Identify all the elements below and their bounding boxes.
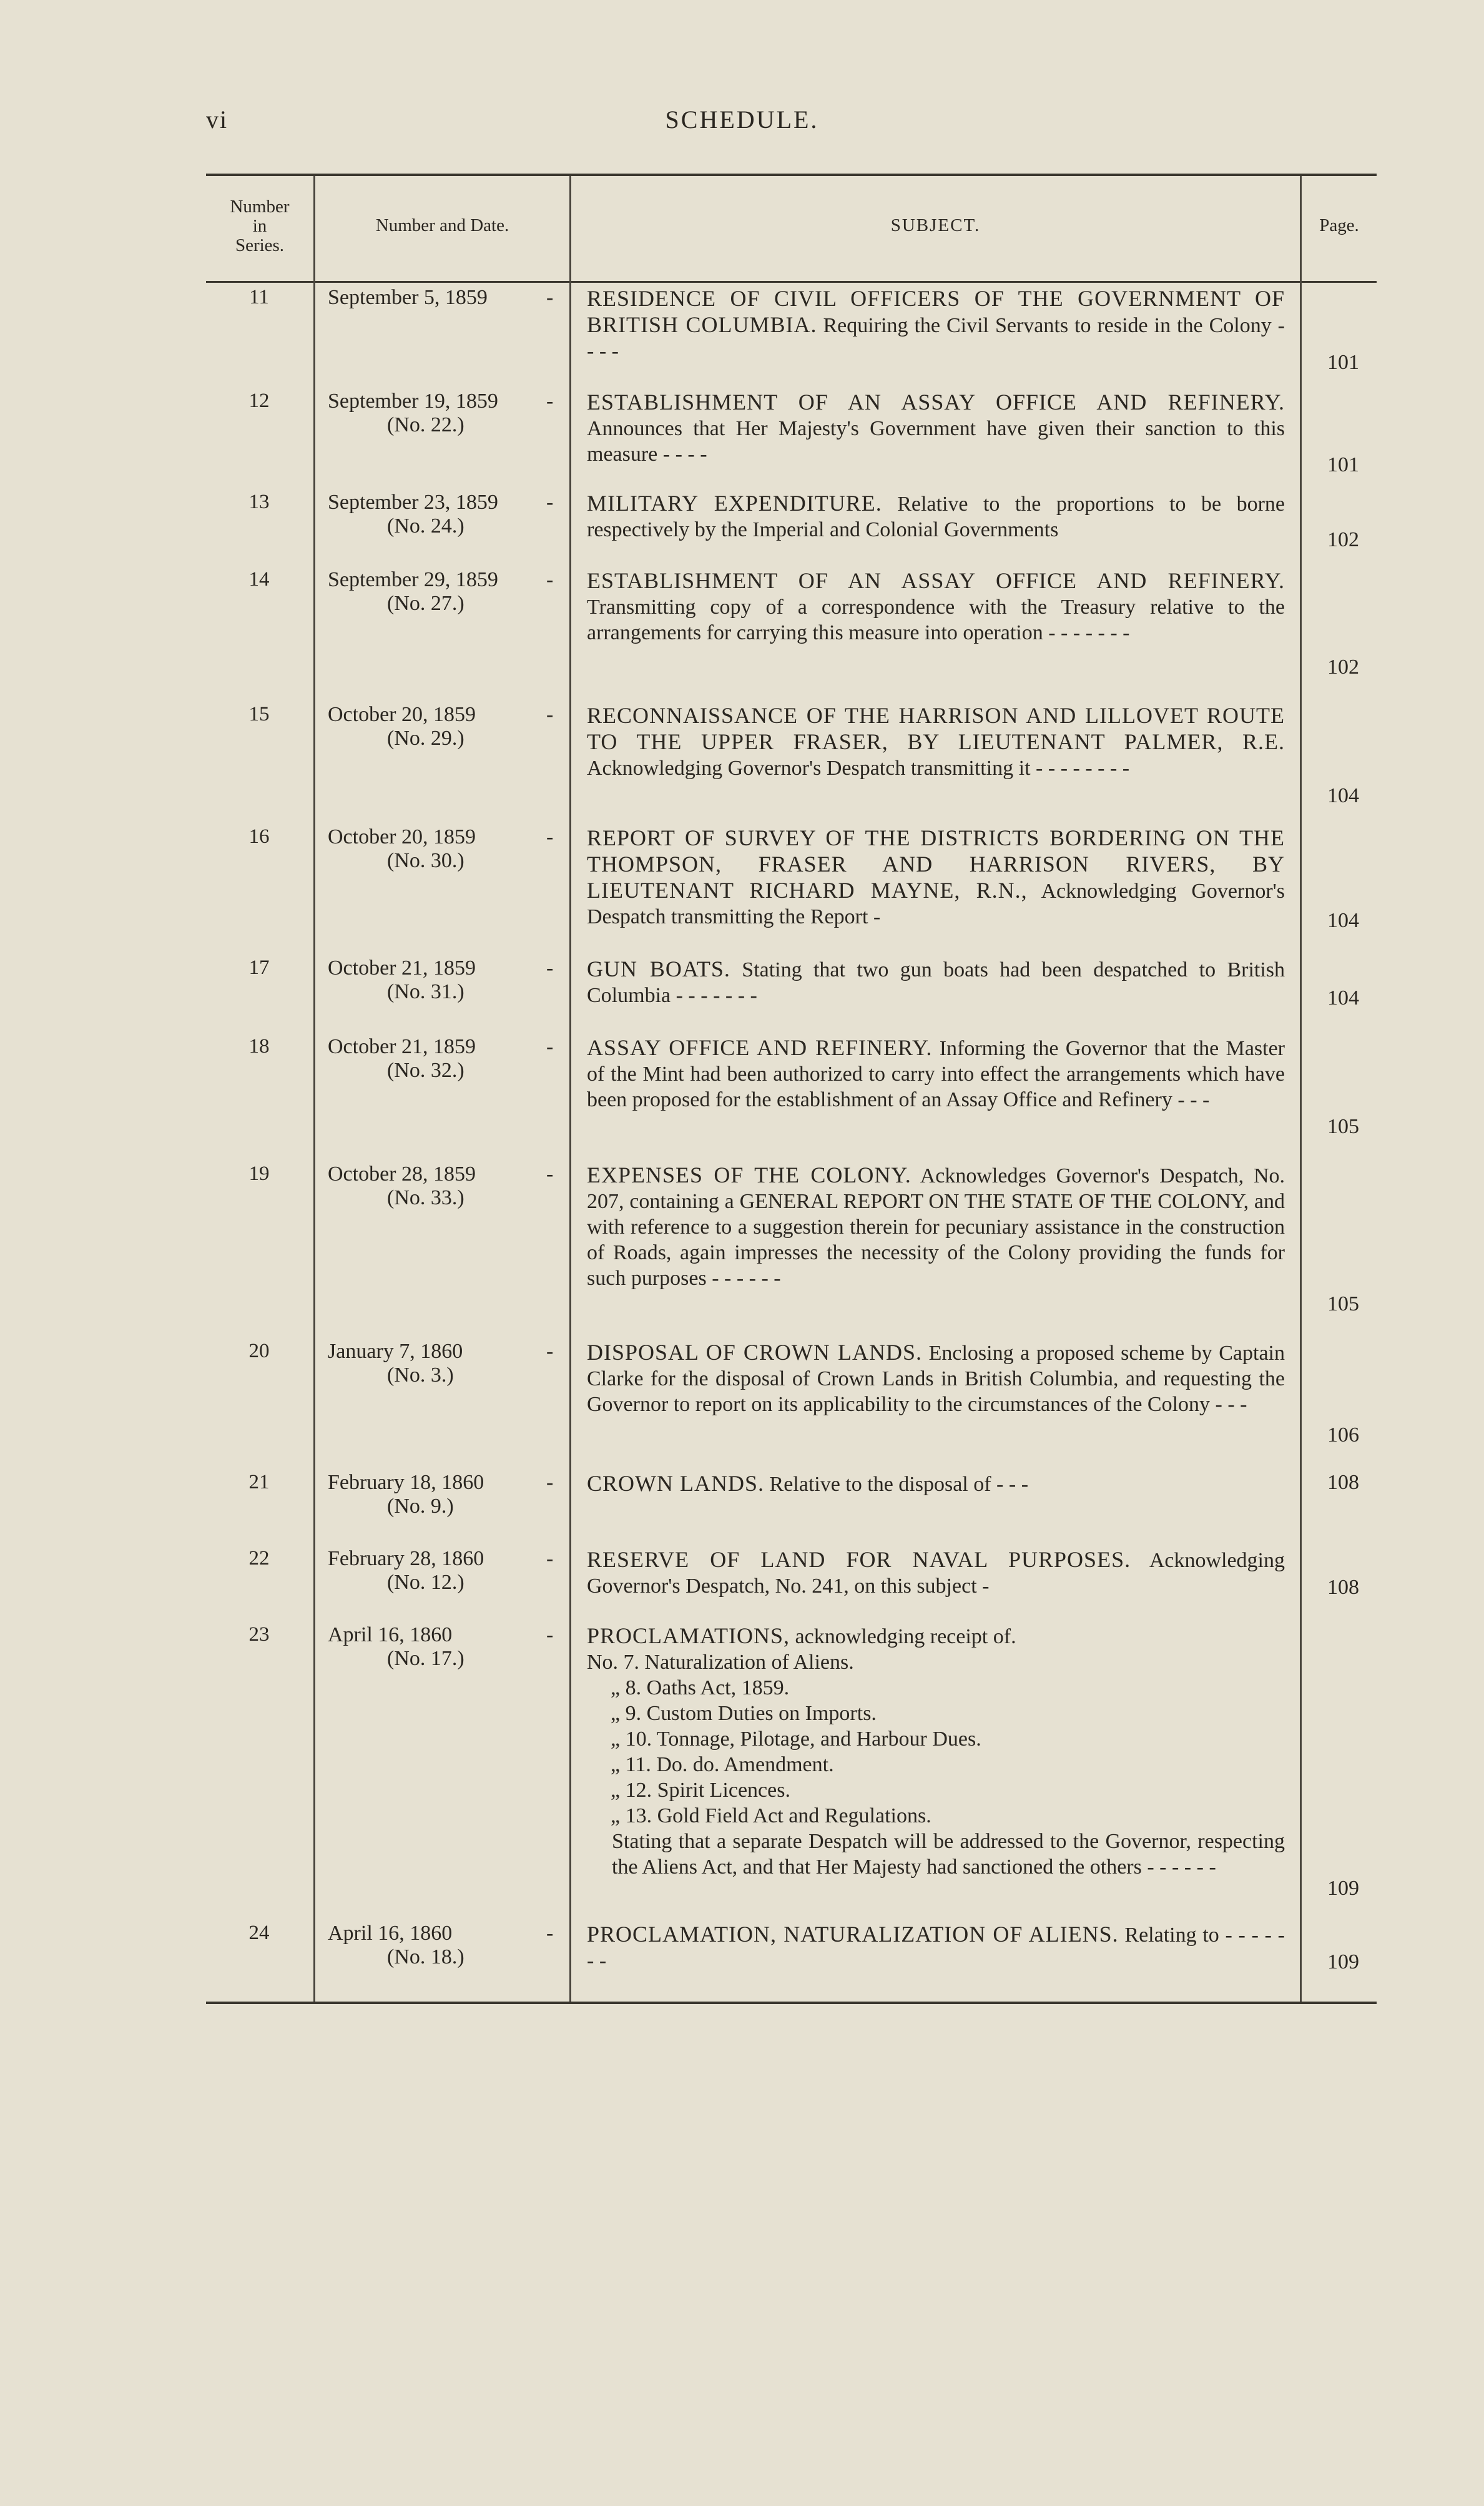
subject-text: acknowledging receipt of. — [795, 1625, 1016, 1648]
page-ref: 104 — [1327, 909, 1359, 932]
page-ref: 101 — [1327, 453, 1359, 476]
despatch-date: September 5, 1859 - — [328, 286, 554, 309]
date-text: September 19, 1859 — [328, 390, 498, 413]
despatch-number: (No. 24.) — [387, 514, 464, 538]
despatch-date: October 21, 1859 - (No. 32.) — [328, 1035, 559, 1083]
page-ref: 102 — [1327, 528, 1359, 551]
series-number: 11 — [249, 286, 269, 308]
subject-text: Relating to - - - - - - - — [587, 1924, 1285, 1972]
despatch-date: February 28, 1860 - (No. 12.) — [328, 1547, 559, 1595]
page-ref: 108 — [1327, 1471, 1359, 1494]
despatch-date: September 23, 1859 - (No. 24.) — [328, 491, 559, 538]
page-ref: 108 — [1327, 1576, 1359, 1599]
subject — [587, 491, 1285, 543]
page-ref: 104 — [1327, 986, 1359, 1010]
despatch-date: January 7, 1860 - (No. 3.) — [328, 1340, 559, 1387]
subject-heading: ASSAY OFFICE AND REFINERY. — [587, 1035, 933, 1060]
despatch-date: April 16, 1860 - (No. 18.) — [328, 1922, 559, 1969]
series-number: 21 — [248, 1471, 270, 1493]
date-text: April 16, 1860 — [328, 1922, 453, 1945]
page-ref: 101 — [1327, 351, 1359, 374]
header-page: Page. — [1319, 215, 1359, 235]
despatch-number: (No. 18.) — [387, 1945, 464, 1968]
subject — [587, 1547, 1285, 1599]
subject-heading: RESERVE OF LAND FOR NAVAL PURPOSES. — [587, 1547, 1131, 1572]
date-text: October 20, 1859 — [328, 825, 476, 848]
despatch-date: February 18, 1860 - (No. 9.) — [328, 1471, 559, 1518]
page-ref: 102 — [1327, 656, 1359, 679]
page-header — [0, 105, 1484, 142]
subject-text: Acknowledging Governor's Despatch transmitting the Report - — [587, 880, 1285, 928]
subject-heading: PROCLAMATIONS, — [587, 1623, 790, 1648]
despatch-date: October 20, 1859 - (No. 30.) — [328, 825, 559, 873]
despatch-date: October 28, 1859 - (No. 33.) — [328, 1162, 559, 1210]
despatch-number: (No. 27.) — [387, 592, 464, 615]
date-text: February 28, 1860 — [328, 1547, 484, 1570]
page-ref: 109 — [1327, 1877, 1359, 1900]
despatch-date: April 16, 1860 - (No. 17.) — [328, 1623, 559, 1671]
subject-text: Announces that Her Majesty's Government have given their sanction to this measure - - - - — [587, 417, 1285, 466]
proclamation-item: „ 11. Do. do. Amendment. — [611, 1753, 834, 1776]
subject-text: Relative to the proportions to be borne respectively by the Imperial and Colonial Governments — [587, 493, 1285, 541]
subject — [587, 390, 1285, 467]
despatch-number: (No. 33.) — [387, 1186, 464, 1209]
date-text: April 16, 1860 — [328, 1623, 453, 1646]
date-text: January 7, 1860 — [328, 1340, 463, 1363]
subject-heading: ESTABLISHMENT OF AN ASSAY OFFICE AND REFINERY. — [587, 568, 1285, 593]
column-divider — [1300, 176, 1302, 2002]
despatch-number: (No. 30.) — [387, 849, 464, 872]
subject-text: Acknowledges Governor's Despatch, No. 207, containing a GENERAL REPORT ON THE STATE OF THE COLONY, and with reference to a suggestion therein for pecuniary assistance in the construction of Roads, again impresses the necessity of the Colony providing the funds for such purposes - - - - - - — [587, 1164, 1285, 1290]
page-ref: 104 — [1327, 784, 1359, 807]
despatch-number: (No. 3.) — [387, 1364, 454, 1387]
date-text: October 20, 1859 — [328, 703, 476, 726]
header-date: Number and Date. — [375, 215, 509, 235]
despatch-date: October 21, 1859 - (No. 31.) — [328, 956, 559, 1004]
despatch-number: (No. 9.) — [387, 1495, 454, 1518]
subject-heading: MILITARY EXPENDITURE. — [587, 491, 882, 516]
page-title: SCHEDULE. — [665, 106, 819, 134]
despatch-number: (No. 31.) — [387, 980, 464, 1003]
subject-heading: PROCLAMATION, NATURALIZATION OF ALIENS. — [587, 1922, 1119, 1947]
subject — [587, 956, 1285, 1008]
date-text: September 29, 1859 — [328, 568, 498, 591]
series-number: 23 — [248, 1623, 270, 1646]
subject — [587, 1623, 1285, 1880]
series-number: 16 — [248, 825, 270, 848]
proclamation-item: „ 8. Oaths Act, 1859. — [611, 1676, 790, 1699]
subject — [587, 1471, 1285, 1497]
subject — [587, 1340, 1285, 1417]
page-ref: 105 — [1327, 1115, 1359, 1138]
despatch-date: September 29, 1859 - (No. 27.) — [328, 568, 559, 616]
page-ref: 106 — [1327, 1423, 1359, 1447]
despatch-number: (No. 22.) — [387, 413, 464, 436]
subject-text: Informing the Governor that the Master of the Mint had been authorized to carry into effect the arrangements which have been proposed for the establishment of an Assay Office and Refinery - - - — [587, 1037, 1285, 1111]
series-number: 22 — [248, 1547, 270, 1570]
subject-heading: RECONNAISSANCE OF THE HARRISON AND LILLOVET ROUTE TO THE UPPER FRASER, BY LIEUTENANT PALMER, R.E. — [587, 703, 1285, 754]
subject-text: Enclosing a proposed scheme by Captain Clarke for the disposal of Crown Lands in British Columbia, and requesting the Governor to report on its applicability to the circumstances of the Colony - - - — [587, 1342, 1285, 1416]
proclamation-item: „ 12. Spirit Licences. — [611, 1779, 790, 1802]
page-number: vi — [206, 106, 228, 134]
subject-heading: REPORT OF SURVEY OF THE DISTRICTS BORDERING ON THE THOMPSON, FRASER AND HARRISON RIVERS, BY LIEUTENANT RICHARD MAYNE, R.N., — [587, 825, 1285, 903]
proclamation-item: „ 13. Gold Field Act and Regulations. — [611, 1804, 931, 1827]
table-bottom-rule — [206, 2002, 1377, 2004]
despatch-number: (No. 32.) — [387, 1059, 464, 1082]
series-number: 15 — [248, 703, 270, 725]
subject-heading: CROWN LANDS. — [587, 1471, 765, 1496]
column-divider — [569, 176, 571, 2002]
despatch-date: October 20, 1859 - (No. 29.) — [328, 703, 559, 750]
table-header-rule — [206, 281, 1377, 283]
date-text: September 23, 1859 — [328, 491, 498, 514]
despatch-number: (No. 17.) — [387, 1647, 464, 1670]
column-divider — [313, 176, 315, 2002]
series-number: 18 — [248, 1035, 270, 1058]
subject-tail: Stating that a separate Despatch will be addressed to the Governor, respecting the Aliens Act, and that Her Majesty had sanctioned the others - - - - - - — [612, 1830, 1285, 1879]
subject-heading: EXPENSES OF THE COLONY. — [587, 1162, 912, 1187]
subject-heading: RESIDENCE OF CIVIL OFFICERS OF THE GOVERNMENT OF BRITISH COLUMBIA. — [587, 286, 1285, 337]
header-subject: SUBJECT. — [890, 215, 981, 235]
series-number: 19 — [248, 1162, 270, 1185]
subject — [587, 1922, 1285, 1973]
subject — [587, 286, 1285, 364]
subject-text: Stating that two gun boats had been despatched to British Columbia - - - - - - - — [587, 958, 1285, 1007]
date-text: October 28, 1859 — [328, 1162, 476, 1186]
subject-text: Relative to the disposal of - - - — [769, 1473, 1029, 1496]
subject-heading: DISPOSAL OF CROWN LANDS. — [587, 1340, 923, 1365]
date-text: October 21, 1859 — [328, 1035, 476, 1058]
header-series: Number in Series. — [230, 197, 290, 255]
subject — [587, 1035, 1285, 1113]
page-ref: 105 — [1327, 1292, 1359, 1315]
series-number: 14 — [248, 568, 270, 591]
series-number: 24 — [248, 1922, 270, 1944]
subject-text: Acknowledging Governor's Despatch, No. 241, on this subject - — [587, 1549, 1285, 1598]
proclamation-item: „ 9. Custom Duties on Imports. — [611, 1702, 877, 1725]
series-number: 12 — [248, 390, 270, 412]
date-text: February 18, 1860 — [328, 1471, 484, 1494]
despatch-number: (No. 12.) — [387, 1571, 464, 1594]
page-ref: 109 — [1327, 1950, 1359, 1973]
series-number: 13 — [248, 491, 270, 513]
date-text: October 21, 1859 — [328, 956, 476, 980]
proclamation-item: „ 10. Tonnage, Pilotage, and Harbour Dues. — [611, 1727, 981, 1751]
series-number: 20 — [248, 1340, 270, 1362]
subject — [587, 1162, 1285, 1291]
subject — [587, 568, 1285, 646]
date-text: September 5, 1859 — [328, 286, 488, 309]
despatch-date: September 19, 1859 - (No. 22.) — [328, 390, 559, 437]
series-number: 17 — [248, 956, 270, 979]
proclamation-item: No. 7. Naturalization of Aliens. — [587, 1651, 854, 1674]
subject-text: Requiring the Civil Servants to reside in the Colony - - - - — [587, 314, 1285, 363]
subject-heading: GUN BOATS. — [587, 956, 730, 981]
subject-heading: ESTABLISHMENT OF AN ASSAY OFFICE AND REFINERY. — [587, 390, 1285, 415]
subject-text: Transmitting copy of a correspondence with the Treasury relative to the arrangements for carrying this measure into operation - - - - - - - — [587, 596, 1285, 644]
subject-text: Acknowledging Governor's Despatch transmitting it - - - - - - - - — [587, 757, 1130, 780]
table-top-rule — [206, 174, 1377, 176]
subject — [587, 825, 1285, 930]
subject — [587, 703, 1285, 781]
despatch-number: (No. 29.) — [387, 727, 464, 750]
